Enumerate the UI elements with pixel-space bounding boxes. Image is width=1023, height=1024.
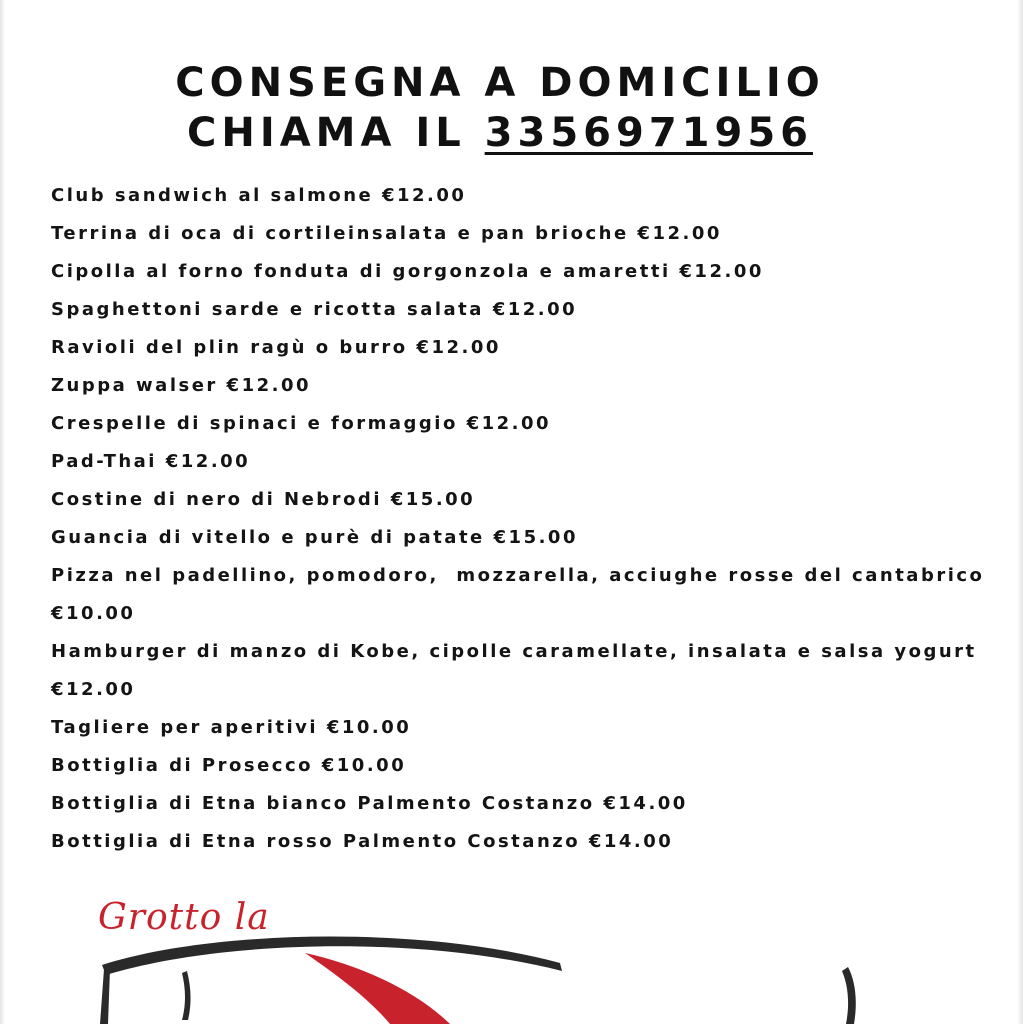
phone-number[interactable]: 3356971956: [484, 110, 813, 156]
menu-item: Tagliere per aperitivi €10.00: [51, 717, 412, 738]
menu-item: Costine di nero di Nebrodi €15.00: [51, 489, 476, 510]
menu-item: Cipolla al forno fonduta di gorgonzola e amaretti €12.00: [51, 261, 764, 282]
menu-item: Club sandwich al salmone €12.00: [51, 185, 467, 206]
menu-item: Terrina di oca di cortileinsalata e pan brioche €12.00: [51, 223, 722, 244]
logo-ink-stroke-left: [100, 969, 110, 1024]
logo-ink-stroke-mid: [182, 971, 191, 1020]
menu-item: Guancia di vitello e purè di patate €15.00: [51, 527, 578, 548]
menu-item: Pizza nel padellino, pomodoro, mozzarella, acciughe rosse del cantabrico €10.00: [51, 565, 994, 624]
delivery-header: [0, 58, 1000, 158]
menu-item: Hamburger di manzo di Kobe, cipolle caramellate, insalata e salsa yogurt €12.00: [51, 641, 986, 700]
restaurant-logo: [90, 895, 890, 1024]
menu-item: Crespelle di spinaci e formaggio €12.00: [51, 413, 552, 434]
menu-item: Ravioli del plin ragù o burro €12.00: [51, 337, 501, 358]
menu-item: Bottiglia di Prosecco €10.00: [51, 755, 407, 776]
logo-text: Grotto la: [98, 897, 270, 938]
menu-list: [51, 177, 1001, 861]
call-prefix: CHIAMA IL: [187, 110, 485, 156]
header-title: CONSEGNA A DOMICILIO: [175, 60, 825, 106]
header-call-line: [0, 108, 1000, 158]
menu-item: Pad-Thai €12.00: [51, 451, 251, 472]
logo-ink-stroke-right: [842, 967, 856, 1024]
menu-item: Bottiglia di Etna rosso Palmento Costanzo €14.00: [51, 831, 674, 852]
menu-item: Bottiglia di Etna bianco Palmento Costanzo €14.00: [51, 793, 688, 814]
menu-item: Zuppa walser €12.00: [51, 375, 312, 396]
logo-red-swoosh: [305, 953, 450, 1024]
page-right-edge: [1017, 0, 1023, 1024]
menu-item: Spaghettoni sarde e ricotta salata €12.00: [51, 299, 578, 320]
